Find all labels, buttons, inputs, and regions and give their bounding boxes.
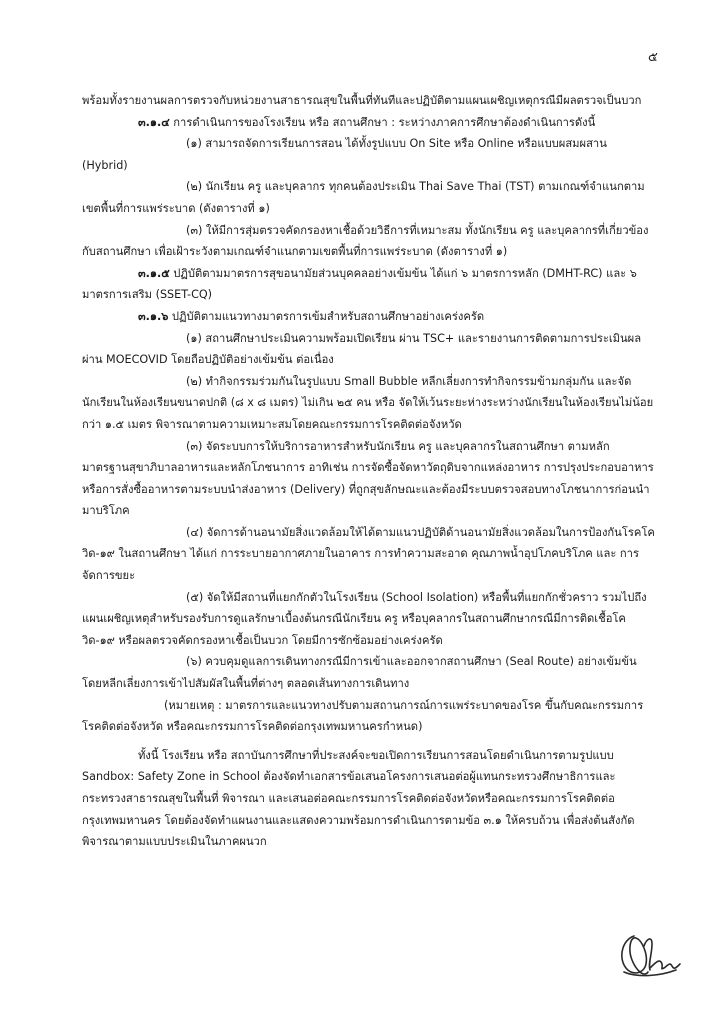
section-text: ปฏิบัติตามมาตรการสุขอนามัยส่วนบุคคลอย่างเข้มข้น ได้แก่ ๖ มาตรการหลัก (DMHT-RC) และ ๖ มาตรการเสริม (SSET-CQ) [82, 266, 637, 302]
item-3-1-6-2: (๒) ทำกิจกรรมร่วมกันในรูปแบบ Small Bubble หลีกเลี่ยงการทำกิจกรรมข้ามกลุ่มกัน และจัดนักเรียนในห้องเรียนขนาดปกติ (๘ x ๘ เมตร) ไม่เกิน ๒๕ คน หรือ จัดให้เว้นระยะห่างระหว่างนักเรียนในห้องเรียนไม่น้อยกว่า ๑.๕ เมตร พิจารณาตามความเหมาะสมโดยคณะกรรมการโรคติดต่อจังหวัด [82, 374, 654, 431]
item-3-1-4-3: (๓) ให้มีการสุ่มตรวจคัดกรองหาเชื้อด้วยวิธีการที่เหมาะสม ทั้งนักเรียน ครู และบุคลากรที่เกี่ยวข้องกับสถานศึกษา เพื่อเฝ้าระวังตามเกณฑ์จำแนกตามเขตพื้นที่การแพร่ระบาด (ดังตารางที่ ๑) [82, 223, 649, 259]
item-3-1-6-3: (๓) จัดระบบการให้บริการอาหารสำหรับนักเรียน ครู และบุคลากรในสถานศึกษา ตามหลักมาตรฐานสุขาภิบาลอาหารและหลักโภชนาการ อาทิเช่น การจัดซื้อจัดหาวัตถุดิบจากแหล่งอาหาร การปรุงประกอบอาหาร หรือการสั่งซื้ออาหารตามระบบนำส่งอาหาร (Delivery) ที่ถูกสุขลักษณะและต้องมีระบบตรวจสอบทางโภชนาการก่อนนำมาบริโภค [82, 439, 654, 518]
document-body [82, 90, 656, 853]
section-number: ๓.๑.๖ [138, 309, 169, 323]
section-text: การดำเนินการของโรงเรียน หรือ สถานศึกษา : ระหว่างภาคการศึกษาต้องดำเนินการดังนี้ [169, 115, 596, 129]
item-3-1-6-1: (๑) สถานศึกษาประเมินความพร้อมเปิดเรียน ผ่าน TSC+ และรายงานการติดตามการประเมินผล ผ่าน MOECOVID โดยถือปฏิบัติอย่างเข้มข้น ต่อเนื่อง [82, 331, 642, 367]
item-3-1-6-5: (๕) จัดให้มีสถานที่แยกกักตัวในโรงเรียน (School Isolation) หรือพื้นที่แยกกักชั่วคราว รวมไปถึงแผนเผชิญเหตุสำหรับรองรับการดูแลรักษาเบื้องต้นกรณีนักเรียน ครู หรือบุคลากรในสถานศึกษากรณีมีการติดเชื้อโควิด-๑๙ หรือผลตรวจคัดกรองหาเชื้อเป็นบวก โดยมีการซักซ้อมอย่างเคร่งครัด [82, 590, 647, 647]
item-3-1-4-2: (๒) นักเรียน ครู และบุคลากร ทุกคนต้องประเมิน Thai Save Thai (TST) ตามเกณฑ์จำแนกตามเขตพื้นที่การแพร่ระบาด (ดังตารางที่ ๑) [82, 180, 645, 215]
section-3-1-5 [82, 263, 656, 306]
handwritten-signature-icon [614, 928, 686, 980]
section-3-1-4 [82, 112, 656, 134]
item-3-1-6-6: (๖) ควบคุมดูแลการเดินทางกรณีมีการเข้าและออกจากสถานศึกษา (Seal Route) อย่างเข้มข้น โดยหลีกเลี่ยงการเข้าไปสัมผัสในพื้นที่ต่างๆ ตลอดเส้นทางการเดินทาง [82, 655, 637, 691]
remark-note: (หมายเหตุ : มาตรการและแนวทางปรับตามสถานการณ์การแพร่ระบาดของโรค ขึ้นกับคณะกรรมการโรคติดต่อจังหวัด หรือคณะกรรมการโรคติดต่อกรุงเทพมหานครกำหนด) [82, 698, 644, 734]
section-number: ๓.๑.๔ [138, 115, 170, 129]
page-number: ๕ [648, 50, 658, 65]
item-3-1-6-4: (๔) จัดการด้านอนามัยสิ่งแวดล้อมให้ได้ตามแนวปฏิบัติด้านอนามัยสิ่งแวดล้อมในการป้องกันโรคโควิด-๑๙ ในสถานศึกษา ได้แก่ การระบายอากาศภายในอาคาร การทำความสะอาด คุณภาพน้ำอุปโภคบริโภค และ การจัดการขยะ [82, 525, 655, 583]
section-text: ปฏิบัติตามแนวทางมาตรการเข้มสำหรับสถานศึกษาอย่างเคร่งครัด [168, 309, 485, 323]
section-3-1-6 [82, 306, 656, 328]
section-number: ๓.๑.๕ [138, 266, 170, 280]
item-3-1-4-1: (๑) สามารถจัดการเรียนการสอน ได้ทั้งรูปแบบ On Site หรือ Online หรือแบบผสมผสาน (Hybrid) [82, 137, 607, 172]
paragraph-intro: พร้อมทั้งรายงานผลการตรวจกับหน่วยงานสาธารณสุขในพื้นที่ทันทีและปฏิบัติตามแผนเผชิญเหตุกรณีมีผลตรวจเป็นบวก [82, 94, 642, 107]
closing-paragraph: ทั้งนี้ โรงเรียน หรือ สถาบันการศึกษาที่ประสงค์จะขอเปิดการเรียนการสอนโดยดำเนินการตามรูปแบบ Sandbox: Safety Zone in School ต้องจัดทำเอกสารข้อเสนอโครงการเสนอต่อผู้แทนกระทรวงศึกษาธิการและกระทรวงสาธารณสุขในพื้นที่ พิจารณา และเสนอต่อคณะกรรมการโรคติดต่อจังหวัดหรือคณะกรรมการโรคติดต่อกรุงเทพมหานคร โดยต้องจัดทำแผนงานและแสดงความพร้อมการดำเนินการตามข้อ ๓.๑ ให้ครบถ้วน เพื่อส่งต้นสังกัดพิจารณาตามแบบประเมินในภาคผนวก [82, 748, 635, 849]
